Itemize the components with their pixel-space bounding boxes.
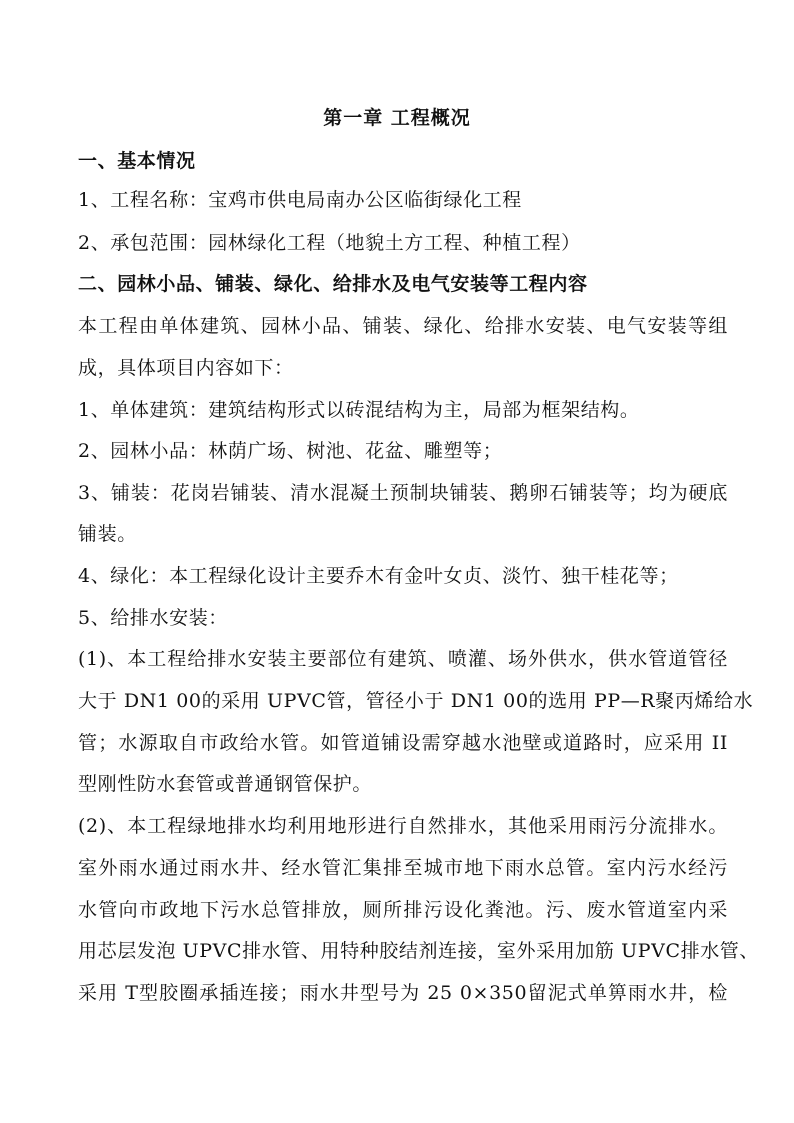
text-line: 2、承包范围：园林绿化工程（地貌土方工程、种植工程） — [78, 232, 581, 254]
chapter-title: 第一章 工程概况 — [323, 107, 471, 129]
text-line: 大于 DN1 00的采用 UPVC管，管径小于 DN1 00的选用 PP—R聚丙烯给水 — [78, 690, 754, 712]
text-line: 3、铺装：花岗岩铺装、清水混凝土预制块铺装、鹅卵石铺装等；均为硬底 — [78, 482, 728, 504]
text-line: 本工程由单体建筑、园林小品、铺装、绿化、给排水安装、电气安装等组 — [78, 315, 728, 337]
text-line: 水管向市政地下污水总管排放，厕所排污设化粪池。污、废水管道室内采 — [78, 899, 728, 921]
text-line: 成，具体项目内容如下： — [78, 357, 294, 379]
section-heading-work-content: 二、园林小品、铺装、绿化、给排水及电气安装等工程内容 — [78, 273, 588, 295]
text-line: 型刚性防水套管或普通钢管保护。 — [78, 773, 373, 795]
text-line: 4、绿化：本工程绿化设计主要乔木有金叶女贞、淡竹、独干桂花等； — [78, 565, 679, 587]
text-line: (1)、本工程给排水安装主要部位有建筑、喷灌、场外供水，供水管道管径 — [78, 648, 728, 670]
section-heading-basic-info: 一、基本情况 — [78, 150, 196, 172]
text-line: 室外雨水通过雨水井、经水管汇集排至城市地下雨水总管。室内污水经污 — [78, 857, 728, 879]
text-line: 管；水源取自市政给水管。如管道铺设需穿越水池壁或道路时，应采用 II — [78, 732, 728, 754]
text-line: 1、工程名称：宝鸡市供电局南办公区临街绿化工程 — [78, 189, 522, 211]
text-line: 铺装。 — [78, 523, 137, 545]
text-line: 5、给排水安装： — [78, 607, 228, 629]
text-line: 采用 T型胶圈承插连接；雨水井型号为 25 0×350留泥式单箅雨水井，检 — [78, 982, 728, 1004]
text-line: 1、单体建筑：建筑结构形式以砖混结构为主，局部为框架结构。 — [78, 399, 640, 421]
text-line: (2)、本工程绿地排水均利用地形进行自然排水，其他采用雨污分流排水。 — [78, 815, 728, 837]
text-line: 2、园林小品：林荫广场、树池、花盆、雕塑等； — [78, 440, 503, 462]
text-line: 用芯层发泡 UPVC排水管、用特种胶结剂连接，室外采用加筋 UPVC排水管、 — [78, 940, 759, 962]
